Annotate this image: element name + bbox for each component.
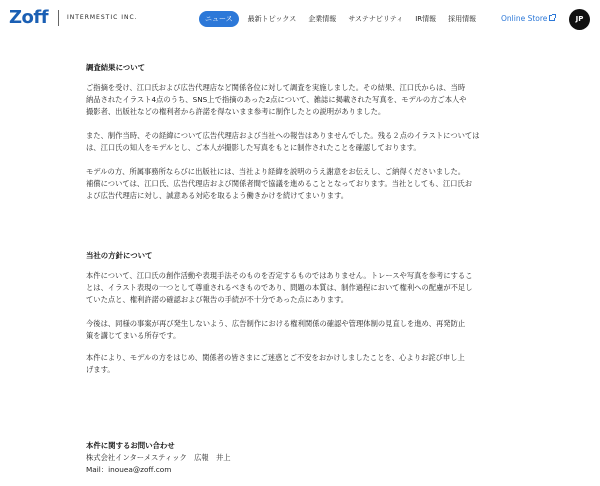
text-line: 撮影者、出版社などの権利者から許諾を得ないまま参考に制作したとの説明がありました。 [86,107,386,116]
text-line: ご指摘を受け、江口氏および広告代理店など関係各位に対して調査を実施しました。その結果、江口氏からは、当時 [86,83,466,92]
nav-sustainability[interactable]: サステナビリティ [348,15,404,23]
text-line: よび広告代理店に対し、誠意ある対応を取るよう働きかけを続けてまいります。 [86,191,349,200]
text-line: また、制作当時、その経緯について広告代理店および当社への報告はありませんでした。残る２点のイラストについては [86,131,480,140]
paragraph [86,130,526,154]
text-line: とは、イラスト表現の一つとして尊重されるべきものであり、問題の本質は、制作過程において権利への配慮が不足し [86,283,473,292]
text-line: 納品されたイラスト4点のうち、SNS上で指摘のあった2点について、雑誌に掲載された写真を、モデルの方ご本人や [86,95,467,104]
text-line: ていた点と、権利許諾の確認および報告の手続が不十分であった点にあります。 [86,295,349,304]
nav-news[interactable]: ニュース [199,11,239,27]
section-heading-investigation: 調査結果について [86,63,145,72]
text-line: 策を講じてまいる所存です。 [86,331,181,340]
zoff-logo[interactable]: Zoff [9,7,49,28]
paragraph [86,270,526,306]
nav-ir-info[interactable]: IR情報 [415,15,437,23]
section-heading-policy: 当社の方針について [86,251,153,260]
text-line: は、江口氏の知人をモデルとし、ご本人が撮影した写真をもとに制作されたことを確認しております。 [86,143,421,152]
online-store-label: Online Store [501,14,548,23]
main-nav [199,11,488,27]
online-store-link[interactable] [501,14,555,23]
contact-info [86,452,526,476]
nav-recruit[interactable]: 採用情報 [448,15,477,23]
nav-company-info[interactable]: 企業情報 [308,15,337,23]
text-line: 本件について、江口氏の創作活動や表現手法そのものを否定するものではありません。トレースや写真を参考にするこ [86,271,473,280]
text-line: 今後は、同様の事案が再び発生しないよう、広告制作における権利関係の確認や管理体制の見直しを進め、再発防止 [86,319,466,328]
company-logo-text[interactable]: INTERMESTIC INC. [67,14,138,21]
nav-latest-topics[interactable]: 最新トピックス [247,15,297,23]
contact-mail[interactable]: Mail：inouea@zoff.com [86,465,172,474]
text-line: げます。 [86,365,115,374]
contact-company: 株式会社インターメスティック 広報 井上 [86,453,231,462]
paragraph [86,352,526,376]
paragraph [86,82,526,118]
paragraph [86,318,526,342]
logo-divider [58,10,59,26]
text-line: 補償については、江口氏、広告代理店および関係者間で協議を進めることとなっております。当社としても、江口氏お [86,179,473,188]
language-button[interactable]: JP [569,9,590,30]
text-line: 本件により、モデルの方をはじめ、関係者の皆さまにご迷惑とご不安をおかけしましたことを、心よりお詫び申し上 [86,353,465,362]
paragraph [86,166,526,202]
contact-heading: 本件に関するお問い合わせ [86,441,175,450]
site-header [0,0,600,38]
text-line: モデルの方、所属事務所ならびに出版社には、当社より経緯を説明のうえ謝意をお伝えし、ご納得くださいました。 [86,167,466,176]
external-link-icon [549,15,555,21]
